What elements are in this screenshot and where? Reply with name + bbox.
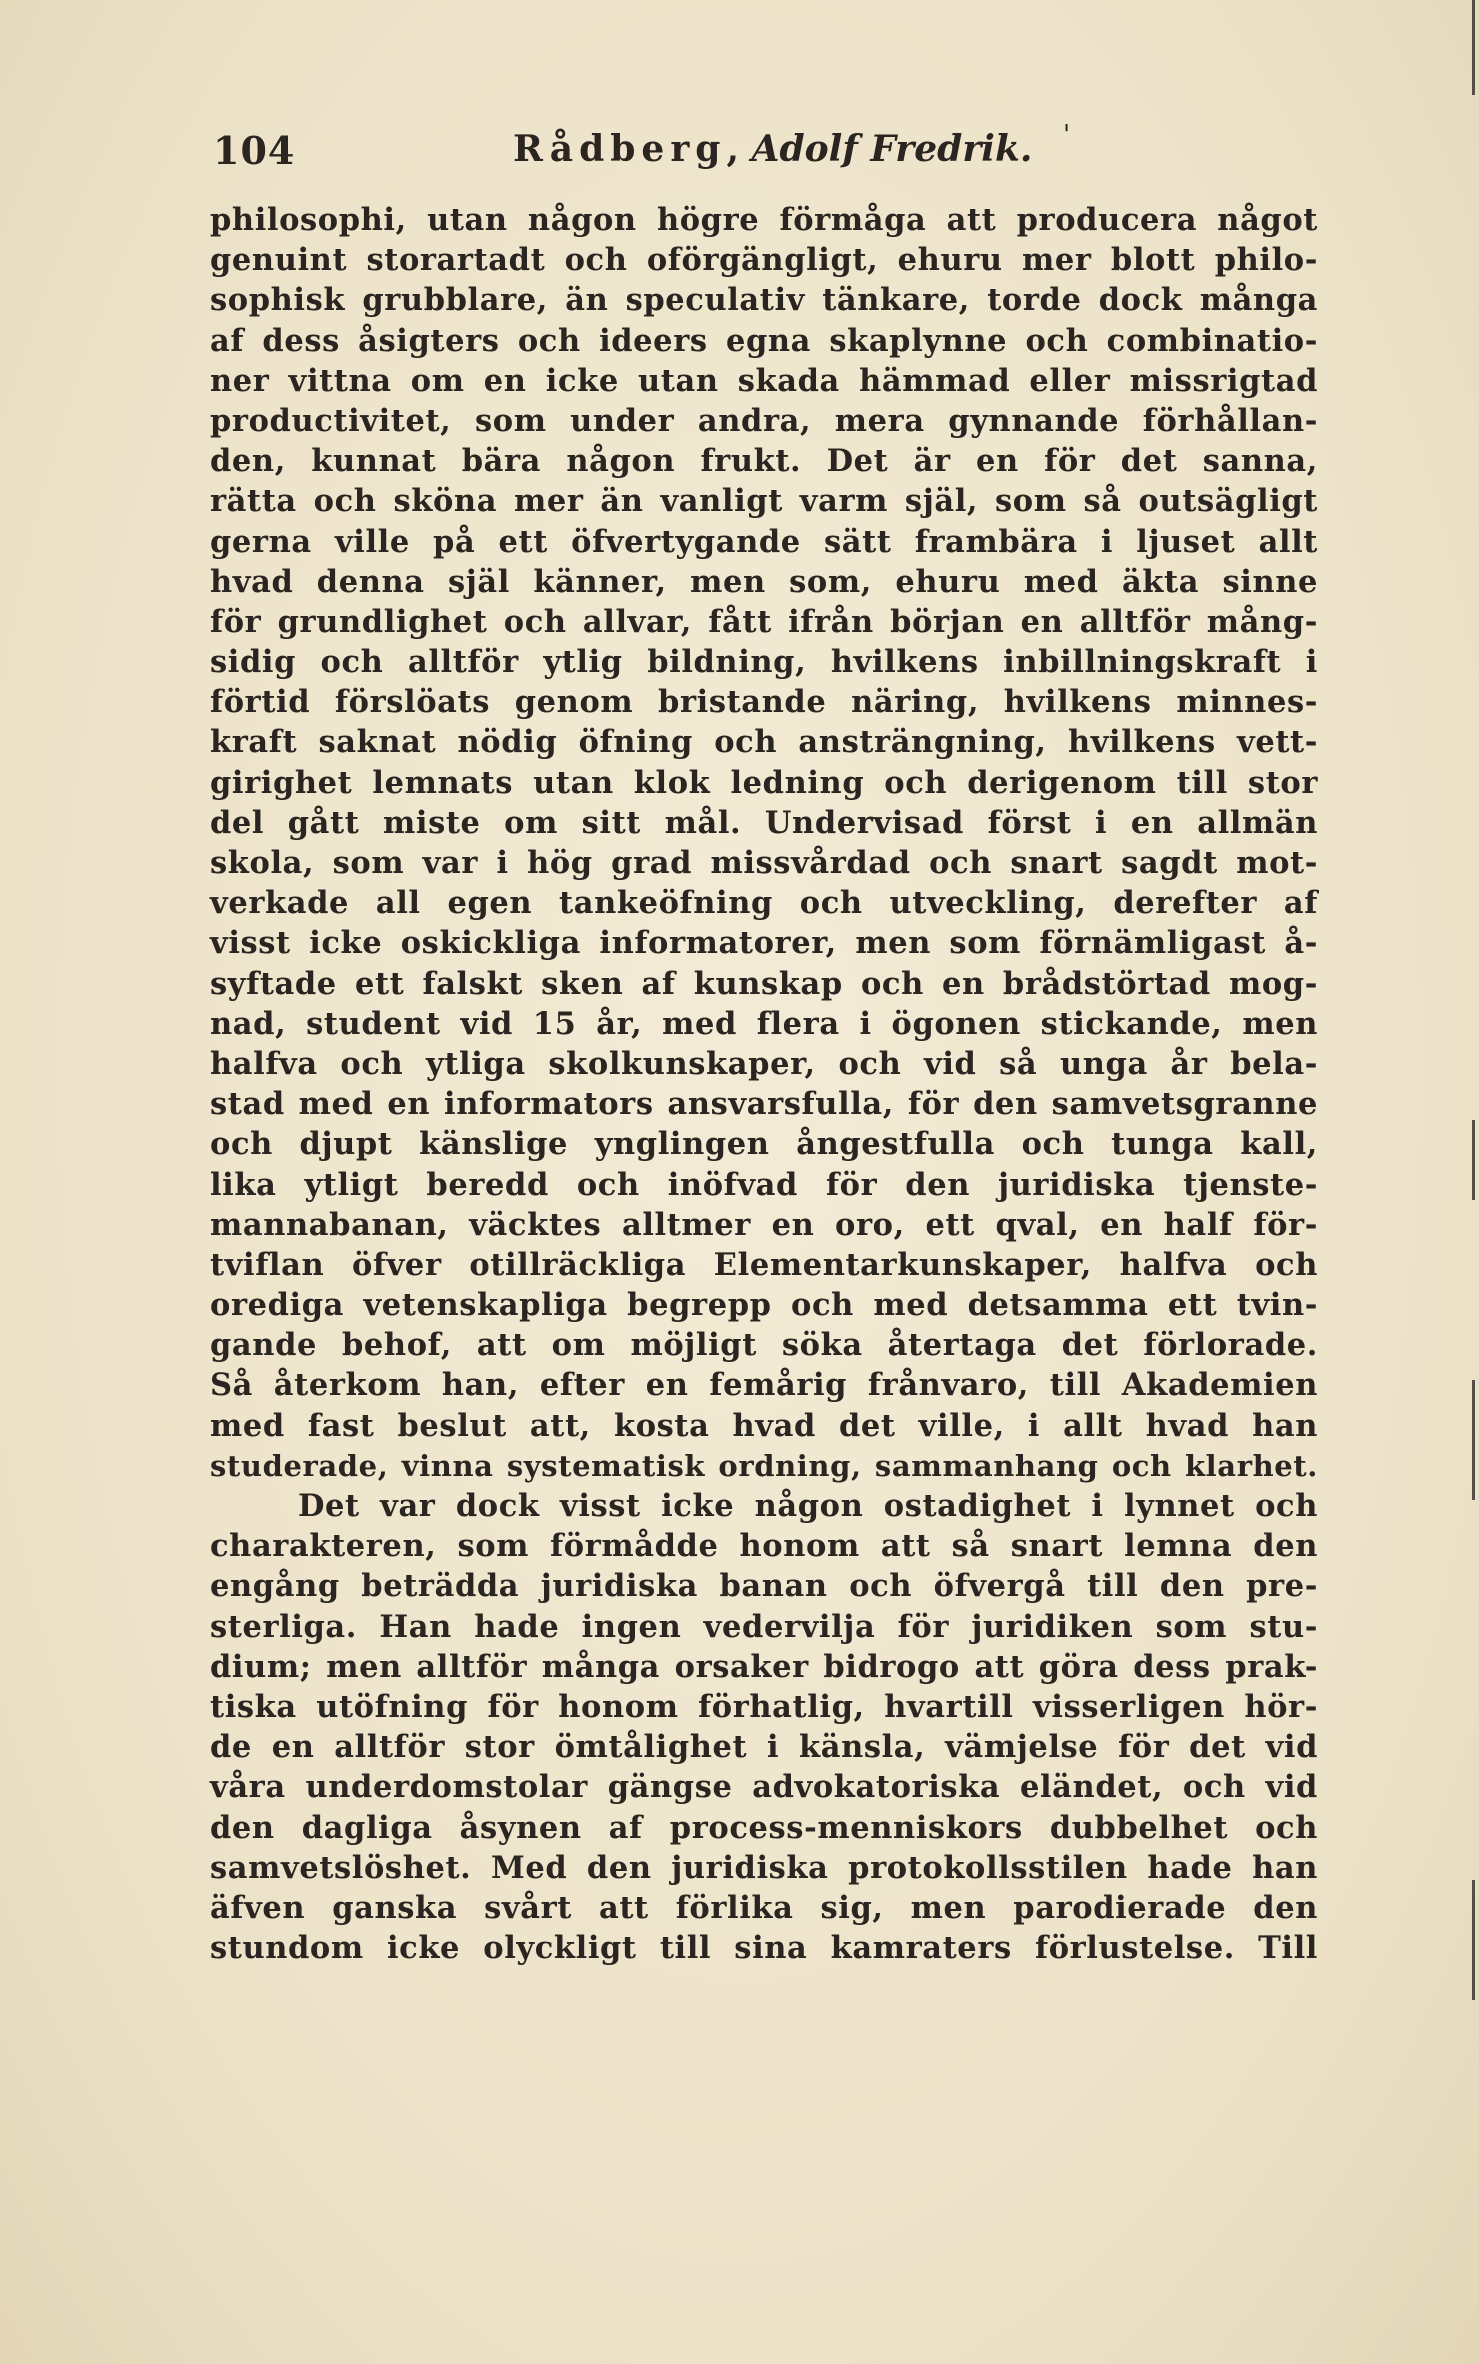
text-line: hvad denna själ känner, men som, ehuru med äkta sinne (210, 563, 1318, 600)
text-line: äfven ganska svårt att förlika sig, men parodierade den (210, 1889, 1318, 1926)
text-line: skola, som var i hög grad missvårdad och snart sagdt mot- (210, 845, 1318, 881)
page-edge-line (1472, 0, 1475, 95)
text-line: philosophi, utan någon högre förmåga att producera något (210, 202, 1318, 238)
text-line: ner vittna om en icke utan skada hämmad eller missrigtad (210, 362, 1318, 399)
text-line: gande behof, att om möjligt söka återtaga det förlorade. (210, 1327, 1318, 1364)
text-line-paragraph-start: Det var dock visst icke någon ostadighet i lynnet och (298, 1488, 1318, 1524)
text-line: samvetslöshet. Med den juridiska protokollsstilen hade han (210, 1849, 1318, 1886)
body-text (210, 200, 1318, 1968)
text-line: charakteren, som förmådde honom att så snart lemna den (210, 1528, 1318, 1565)
running-head-surname: Rådberg (513, 128, 727, 170)
text-line: med fast beslut att, kosta hvad det ville, i allt hvad han (210, 1407, 1318, 1444)
text-line: del gått miste om sitt mål. Undervisad först i en allmän (210, 804, 1318, 841)
header-mark: ' (1063, 120, 1071, 150)
text-line: productivitet, som under andra, mera gynnande förhållan- (210, 402, 1318, 439)
text-line: tiska utöfning för honom förhatlig, hvartill visserligen hör- (210, 1688, 1318, 1725)
text-line: gerna ville på ett öfvertygande sätt frambära i ljuset allt (210, 523, 1318, 560)
page-edge-line (1472, 1880, 1475, 2000)
text-line: studerade, vinna systematisk ordning, sammanhang och klarhet. (210, 1448, 1318, 1483)
text-line: stundom icke olyckligt till sina kamraters förlustelse. Till (210, 1930, 1318, 1967)
text-line: förtid förslöats genom bristande näring, hvilkens minnes- (210, 684, 1318, 721)
text-line: sterliga. Han hade ingen vedervilja för juridiken som stu- (210, 1608, 1318, 1645)
text-line: Så återkom han, efter en femårig frånvaro, till Akademien (210, 1367, 1318, 1404)
page-edge-line (1472, 1120, 1475, 1200)
text-line: kraft saknat nödig öfning och ansträngning, hvilkens vett- (210, 724, 1318, 761)
page-number: 104 (213, 128, 296, 173)
text-line: genuint storartadt och oförgängligt, ehuru mer blott philo- (210, 242, 1318, 279)
text-line: mannabanan, väcktes alltmer en oro, ett qval, en half för- (210, 1206, 1318, 1243)
text-line: stad med en informators ansvarsfulla, för den samvetsgranne (210, 1086, 1318, 1123)
page-edge-line (1472, 1380, 1475, 1500)
text-line: verkade all egen tankeöfning och utveckling, derefter af (210, 885, 1318, 922)
text-line: girighet lemnats utan klok ledning och derigenom till stor (210, 764, 1318, 801)
text-line: af dess åsigters och ideers egna skaplynne och combinatio- (210, 322, 1318, 359)
text-line: den, kunnat bära någon frukt. Det är en för det sanna, (210, 443, 1318, 480)
text-line: dium; men alltför många orsaker bidrogo att göra dess prak- (210, 1648, 1318, 1685)
text-line: den dagliga åsynen af process-menniskors dubbelhet och (210, 1809, 1318, 1846)
text-line: tviflan öfver otillräckliga Elementarkunskaper, halfva och (210, 1246, 1318, 1283)
page-header (213, 120, 1323, 180)
text-line: syftade ett falskt sken af kunskap och en brådstörtad mog- (210, 965, 1318, 1002)
text-line: engång beträdda juridiska banan och öfvergå till den pre- (210, 1568, 1318, 1605)
text-line: våra underdomstolar gängse advokatoriska eländet, och vid (210, 1769, 1318, 1806)
text-line: lika ytligt beredd och inöfvad för den juridiska tjenste- (210, 1166, 1318, 1203)
text-line: för grundlighet och allvar, fått ifrån början en alltför mång- (210, 603, 1318, 640)
running-head-given-name: Adolf Fredrik. (751, 128, 1033, 170)
text-line: sidig och alltför ytlig bildning, hvilkens inbillningskraft i (210, 644, 1318, 681)
text-line: orediga vetenskapliga begrepp och med detsamma ett tvin- (210, 1287, 1318, 1324)
text-line: rätta och sköna mer än vanligt varm själ, som så outsägligt (210, 483, 1318, 520)
text-line: de en alltför stor ömtålighet i känsla, vämjelse för det vid (210, 1729, 1318, 1766)
text-line: och djupt känslige ynglingen ångestfulla och tunga kall, (210, 1126, 1318, 1163)
text-line: halfva och ytliga skolkunskaper, och vid så unga år bela- (210, 1045, 1318, 1082)
text-line: visst icke oskickliga informatorer, men som förnämligast å- (210, 925, 1318, 962)
text-line: nad, student vid 15 år, med flera i ögonen stickande, men (210, 1005, 1318, 1042)
running-head: Rådberg, Adolf Fredrik. (513, 128, 1033, 170)
text-line: sophisk grubblare, än speculativ tänkare, torde dock många (210, 282, 1318, 319)
